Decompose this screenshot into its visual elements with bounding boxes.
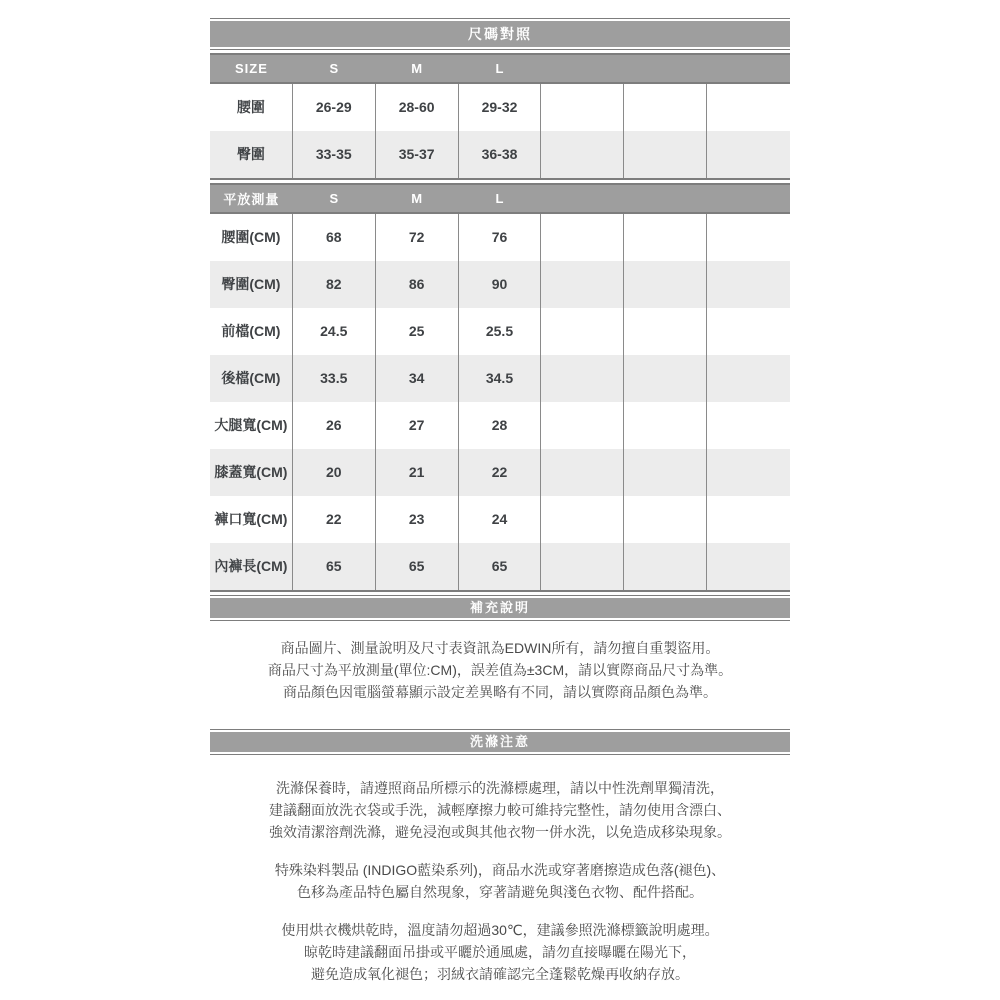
cell [707, 131, 790, 178]
header-col: M [411, 191, 424, 206]
table-row [210, 543, 790, 590]
cell: 35-37 [376, 131, 459, 178]
table-row [210, 449, 790, 496]
table-row [210, 308, 790, 355]
cell: 20 [293, 449, 376, 496]
cell [541, 496, 624, 543]
cell [541, 308, 624, 355]
cell [707, 261, 790, 308]
note-line: 商品圖片、測量說明及尺寸表資訊為EDWIN所有，請勿擅自重製盜用。 [280, 640, 720, 656]
cell [707, 214, 790, 261]
table-row [210, 214, 790, 261]
row-label: 膝蓋寬(CM) [210, 449, 293, 496]
cell [624, 261, 707, 308]
cell: 22 [293, 496, 376, 543]
notes-text [210, 637, 790, 703]
cell: 25.5 [459, 308, 542, 355]
note-line: 商品尺寸為平放測量(單位:CM)，誤差值為±3CM，請以實際商品尺寸為準。 [267, 662, 733, 678]
washing-line: 避免造成氧化褪色；羽絨衣請確認完全蓬鬆乾燥再收納存放。 [311, 966, 689, 982]
row-label: 褲口寬(CM) [210, 496, 293, 543]
cell: 27 [376, 402, 459, 449]
cell: 24.5 [293, 308, 376, 355]
cell [541, 84, 624, 131]
note-line: 商品顏色因電腦螢幕顯示設定差異略有不同，請以實際商品顏色為準。 [283, 684, 717, 700]
washing-title: 洗滌注意 [210, 732, 790, 752]
cell: 36-38 [459, 131, 542, 178]
header-label: 平放測量 [223, 192, 280, 207]
cell: 29-32 [459, 84, 542, 131]
washing-paragraph [210, 919, 790, 985]
row-label: 臀圍 [210, 131, 293, 178]
cell: 72 [376, 214, 459, 261]
notes-title: 補充說明 [210, 598, 790, 618]
cell [541, 355, 624, 402]
row-label: 後檔(CM) [210, 355, 293, 402]
table-row [210, 496, 790, 543]
cell [707, 496, 790, 543]
header-col: M [411, 61, 424, 76]
row-label: 前檔(CM) [210, 308, 293, 355]
size-chart-table [210, 53, 790, 180]
cell [624, 131, 707, 178]
table-row [210, 261, 790, 308]
cell [624, 308, 707, 355]
washing-line: 建議翻面放洗衣袋或手洗，減輕摩擦力較可維持完整性，請勿使用含漂白、 [269, 802, 731, 818]
header-col: S [329, 191, 340, 206]
cell [624, 214, 707, 261]
cell: 33-35 [293, 131, 376, 178]
cell [541, 261, 624, 308]
cell: 26 [293, 402, 376, 449]
header-col: S [329, 61, 340, 76]
cell: 25 [376, 308, 459, 355]
cell: 21 [376, 449, 459, 496]
washing-line: 色移為產品特色屬自然現象，穿著請避免與淺色衣物、配件搭配。 [297, 884, 703, 900]
cell: 24 [459, 496, 542, 543]
cell [541, 214, 624, 261]
header-label: SIZE [234, 61, 268, 76]
row-label: 大腿寬(CM) [210, 402, 293, 449]
flat-measure-table [210, 183, 790, 592]
cell [541, 402, 624, 449]
washing-paragraph [210, 777, 790, 843]
cell: 28 [459, 402, 542, 449]
size-chart-title-bar [210, 18, 790, 50]
cell [707, 543, 790, 590]
header-col: L [495, 61, 505, 76]
washing-title-bar [210, 729, 790, 755]
notes-title-bar [210, 595, 790, 621]
cell [624, 355, 707, 402]
cell: 22 [459, 449, 542, 496]
table-row [210, 355, 790, 402]
table-row [210, 84, 790, 131]
cell [541, 449, 624, 496]
cell: 90 [459, 261, 542, 308]
cell: 65 [376, 543, 459, 590]
cell: 23 [376, 496, 459, 543]
row-label: 內褲長(CM) [210, 543, 293, 590]
cell [541, 131, 624, 178]
row-label: 腰圍 [210, 84, 293, 131]
washing-line: 特殊染料製品 (INDIGO藍染系列)，商品水洗或穿著磨擦造成色落(褪色)、 [274, 862, 726, 878]
cell [541, 543, 624, 590]
cell [624, 402, 707, 449]
header-col: L [495, 191, 505, 206]
size-chart-sheet [210, 0, 790, 985]
washing-line: 強效清潔溶劑洗滌，避免浸泡或與其他衣物一併水洗，以免造成移染現象。 [269, 824, 731, 840]
washing-line: 洗滌保養時，請遵照商品所標示的洗滌標處理，請以中性洗劑單獨清洗， [276, 780, 724, 796]
cell [707, 308, 790, 355]
cell: 82 [293, 261, 376, 308]
washing-line: 使用烘衣機烘乾時，溫度請勿超過30℃，建議參照洗滌標籤說明處理。 [281, 922, 719, 938]
washing-text [210, 777, 790, 985]
cell: 33.5 [293, 355, 376, 402]
cell: 76 [459, 214, 542, 261]
washing-line: 晾乾時建議翻面吊掛或平曬於通風處，請勿直接曝曬在陽光下， [304, 944, 696, 960]
cell: 28-60 [376, 84, 459, 131]
cell [707, 84, 790, 131]
cell [624, 449, 707, 496]
table-row [210, 402, 790, 449]
cell [624, 84, 707, 131]
size-chart-title: 尺碼對照 [210, 21, 790, 47]
cell: 68 [293, 214, 376, 261]
cell [707, 402, 790, 449]
size-chart-header-row [210, 53, 790, 84]
table-row [210, 131, 790, 178]
cell [707, 449, 790, 496]
row-label: 臀圍(CM) [210, 261, 293, 308]
cell [624, 496, 707, 543]
washing-paragraph [210, 859, 790, 903]
cell: 65 [459, 543, 542, 590]
row-label: 腰圍(CM) [210, 214, 293, 261]
cell: 34 [376, 355, 459, 402]
flat-measure-header-row [210, 183, 790, 214]
cell [707, 355, 790, 402]
cell: 65 [293, 543, 376, 590]
cell: 26-29 [293, 84, 376, 131]
cell: 86 [376, 261, 459, 308]
cell [624, 543, 707, 590]
cell: 34.5 [459, 355, 542, 402]
